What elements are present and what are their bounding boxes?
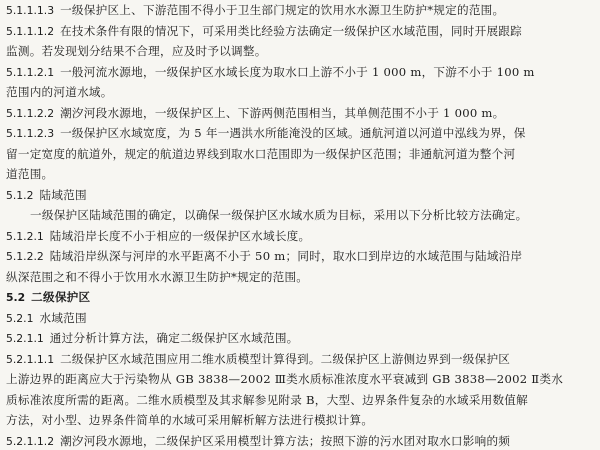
text-line — [6, 123, 592, 144]
clause-text: 一般河流水源地，一级保护区水域长度为取水口上游不小于 1 000 m，下游不小于 100 m — [60, 64, 535, 79]
text-line — [6, 185, 592, 206]
clause-number: 5.1.1.1.3 — [6, 4, 55, 17]
text-line — [6, 369, 592, 390]
clause-text: 一级保护区水域宽度，为 5 年一遇洪水所能淹没的区域。通航河道以河道中泓线为界，保 — [60, 126, 526, 140]
clause-text: 道范围。 — [6, 167, 54, 181]
text-line — [6, 431, 592, 450]
clause-text: 范围内的河道水域。 — [6, 85, 113, 99]
text-line — [6, 164, 592, 185]
text-line — [6, 144, 592, 165]
clause-number: 5.2.1.1.1 — [6, 352, 55, 366]
text-line — [6, 41, 592, 62]
clause-number: 5.2.1 — [6, 311, 34, 325]
clause-number: 5.1.1.2.3 — [6, 127, 55, 140]
text-line — [6, 21, 592, 42]
text-line — [6, 226, 592, 247]
clause-number: 5.1.2 — [6, 188, 34, 202]
clause-text: 质标准浓度所需的距离。二维水质模型及其求解参见附录 B，大型、边界条件复杂的水域采用数值解 — [6, 392, 528, 407]
clause-number: 5.1.2.2 — [6, 250, 44, 263]
clause-text: 陆域范围 — [39, 187, 87, 202]
clause-text: 方法，对小型、边界条件简单的水域可采用解析解方法进行模拟计算。 — [6, 413, 374, 427]
clause-number: 5.2.1.1 — [6, 332, 44, 345]
clause-number: 5.2.1.1.2 — [6, 434, 55, 448]
clause-text: 陆域沿岸长度不小于相应的一级保护区水域长度。 — [49, 228, 311, 243]
text-line — [6, 308, 592, 329]
text-line — [6, 205, 592, 226]
text-line — [6, 62, 592, 83]
clause-text: 一级保护区上、下游范围不得小于卫生部门规定的饮用水水源卫生防护*规定的范围。 — [60, 3, 505, 17]
clause-number: 5.1.1.2.1 — [6, 65, 55, 79]
clause-number: 5.1.1.2.2 — [6, 106, 55, 120]
clause-number: 5.1.2.1 — [6, 229, 44, 243]
clause-text: 纵深范围之和不得小于饮用水水源卫生防护*规定的范围。 — [6, 269, 309, 284]
clause-number: 5.2 — [6, 291, 26, 304]
text-line — [6, 267, 592, 288]
clause-text: 监测。若发现划分结果不合理，应及时予以调整。 — [6, 44, 267, 58]
clause-text: 在技术条件有限的情况下，可采用类比经验方法确定一级保护区水域范围，同时开展跟踪 — [60, 23, 522, 38]
clause-text: 潮汐河段水源地，二级保护区采用模型计算方法；按照下游的污水团对取水口影响的频 — [60, 433, 511, 448]
clause-text: 潮汐河段水源地，一级保护区上、下游两侧范围相当，其单侧范围不小于 1 000 m。 — [60, 105, 505, 120]
clause-text: 二级保护区 — [31, 290, 91, 304]
text-line — [6, 410, 592, 431]
text-line — [6, 390, 592, 411]
text-line — [6, 82, 592, 103]
text-line — [6, 103, 592, 124]
text-line — [6, 246, 592, 267]
clause-text: 留一定宽度的航道外，规定的航道边界线到取水口范围即为一级保护区范围；非通航河道为整个河 — [6, 146, 516, 161]
clause-text: 一级保护区陆域范围的确定，以确保一级保护区水域水质为目标，采用以下分析比较方法确定。 — [30, 208, 528, 222]
text-line — [6, 349, 592, 370]
clause-text: 陆域沿岸纵深与河岸的水平距离不小于 50 m；同时，取水口到岸边的水域范围与陆域沿岸 — [49, 249, 523, 263]
text-line — [6, 287, 592, 308]
clause-text: 上游边界的距离应大于污染物从 GB 3838—2002 Ⅲ类水质标准浓度水平衰减到 GB 3838—2002 Ⅱ类水 — [6, 372, 564, 386]
clause-text: 二级保护区水域范围应用二维水质模型计算得到。二级保护区上游侧边界到一级保护区 — [60, 351, 511, 366]
clause-text: 通过分析计算方法，确定二级保护区水域范围。 — [49, 331, 299, 345]
clause-text: 水域范围 — [39, 310, 87, 325]
text-line — [6, 328, 592, 349]
clause-number: 5.1.1.1.2 — [6, 24, 55, 38]
text-line — [6, 0, 592, 21]
